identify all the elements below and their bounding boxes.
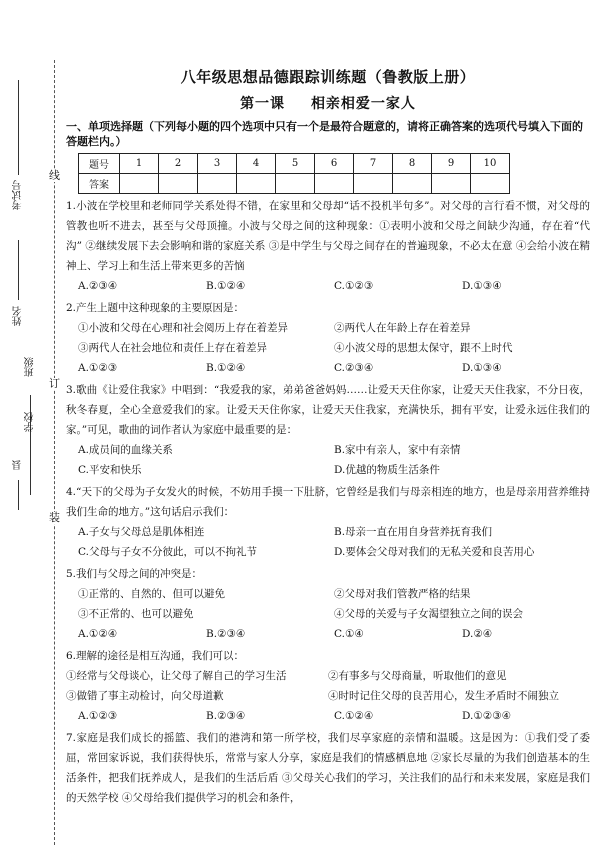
option-list bbox=[66, 276, 590, 296]
statement-row bbox=[66, 666, 590, 686]
county-line bbox=[18, 480, 19, 510]
lesson-number: 第一课 bbox=[240, 96, 286, 112]
question-2 bbox=[66, 298, 590, 378]
statement-row bbox=[66, 584, 590, 604]
option-a[interactable]: A.成员间的血缘关系 bbox=[78, 444, 173, 456]
exam-content bbox=[66, 66, 590, 808]
question-1 bbox=[66, 196, 590, 296]
option-d[interactable]: D.①③④ bbox=[462, 362, 502, 374]
question-number-cell: 2 bbox=[159, 154, 198, 174]
statement-row bbox=[66, 604, 590, 624]
question-number-cell: 1 bbox=[120, 154, 159, 174]
option-c[interactable]: C.父母与子女不分彼此，可以不拘礼节 bbox=[78, 546, 257, 558]
option-a[interactable]: A.①②③ bbox=[78, 710, 118, 722]
question-number-cell: 6 bbox=[315, 154, 354, 174]
option-b[interactable]: B.母亲一直在用自身营养抚育我们 bbox=[334, 526, 493, 538]
statement: ③做错了事主动检讨，向父母道歉 bbox=[66, 690, 224, 702]
school-label: 学校 bbox=[25, 412, 36, 432]
page-title: 八年级思想品德跟踪训练题（鲁教版上册） bbox=[180, 68, 476, 86]
answer-cell[interactable] bbox=[315, 174, 354, 194]
option-d[interactable]: D.①②③④ bbox=[462, 710, 512, 722]
county-label: 县 bbox=[13, 460, 24, 470]
statement-row bbox=[66, 318, 590, 338]
statement: ④父母的关爱与子女渴望独立之间的误会 bbox=[334, 608, 523, 620]
option-d[interactable]: D.优越的物质生活条件 bbox=[334, 464, 440, 476]
option-list bbox=[66, 706, 590, 726]
answer-cell[interactable] bbox=[120, 174, 159, 194]
statement: ④小波父母的思想太保守，跟不上时代 bbox=[334, 342, 513, 354]
question-number-cell: 10 bbox=[471, 154, 510, 174]
option-b[interactable]: B.家中有亲人，家中有亲情 bbox=[334, 444, 461, 456]
answer-table-answer-row bbox=[79, 174, 510, 194]
answer-label: 答案 bbox=[79, 174, 120, 194]
option-list bbox=[66, 358, 590, 378]
answer-table-header-row bbox=[79, 154, 510, 174]
answer-cell[interactable] bbox=[198, 174, 237, 194]
answer-cell[interactable] bbox=[432, 174, 471, 194]
question-6 bbox=[66, 646, 590, 726]
option-row bbox=[66, 542, 590, 562]
question-number-cell: 9 bbox=[432, 154, 471, 174]
answer-table bbox=[78, 153, 510, 194]
option-b[interactable]: B.①②④ bbox=[206, 362, 246, 374]
question-3 bbox=[66, 380, 590, 480]
statement: ②父母对我们管教严格的结果 bbox=[334, 588, 471, 600]
statement: ②两代人在年龄上存在着差异 bbox=[334, 322, 471, 334]
option-d[interactable]: D.②④ bbox=[462, 628, 493, 640]
option-list bbox=[66, 624, 590, 644]
lesson-title: 相亲相爱一家人 bbox=[310, 96, 416, 112]
exam-no-label: 考试号 bbox=[13, 180, 24, 210]
question-stem: 4.“天下的父母为子女发火的时候，不妨用手摸一下肚脐，它曾经是我们与母亲相连的地方，也是母亲用营养维持我们生命的地方。”这句话启示我们： bbox=[66, 486, 590, 518]
question-stem: 5.我们与父母之间的冲突是： bbox=[66, 568, 203, 580]
option-b[interactable]: B.②③④ bbox=[206, 710, 246, 722]
question-4 bbox=[66, 482, 590, 562]
question-7 bbox=[66, 728, 590, 808]
binding-margin bbox=[0, 0, 60, 845]
statement: ①正常的、自然的、但可以避免 bbox=[78, 588, 225, 600]
option-c[interactable]: C.①②④ bbox=[334, 710, 374, 722]
statement-row bbox=[66, 686, 590, 706]
option-row bbox=[66, 522, 590, 542]
question-stem: 6.理解的途径是相互沟通，我们可以： bbox=[66, 650, 245, 662]
question-number-cell: 5 bbox=[276, 154, 315, 174]
exam-no-line bbox=[18, 80, 19, 175]
name-label: 姓名 bbox=[13, 306, 24, 326]
school-line bbox=[30, 455, 31, 495]
question-5 bbox=[66, 564, 590, 644]
option-a[interactable]: A.②③④ bbox=[78, 280, 118, 292]
question-number-cell: 4 bbox=[237, 154, 276, 174]
statement: ③不正常的、也可以避免 bbox=[78, 608, 194, 620]
option-a[interactable]: A.①②③ bbox=[78, 362, 118, 374]
option-d[interactable]: D.要体会父母对我们的无私关爱和良苦用心 bbox=[334, 546, 535, 558]
option-row bbox=[66, 440, 590, 460]
name-line bbox=[18, 240, 19, 300]
statement: ②有事多与父母商量，听取他们的意见 bbox=[328, 670, 507, 682]
answer-cell[interactable] bbox=[276, 174, 315, 194]
option-c[interactable]: C.①②③ bbox=[334, 280, 374, 292]
bind-char-xian: 线 bbox=[49, 169, 60, 182]
statement-row bbox=[66, 338, 590, 358]
question-number-label: 题号 bbox=[79, 154, 120, 174]
statement: ①经常与父母谈心，让父母了解自己的学习生活 bbox=[66, 670, 287, 682]
option-b[interactable]: B.①②④ bbox=[206, 280, 246, 292]
option-c[interactable]: C.平安和快乐 bbox=[78, 464, 142, 476]
answer-cell[interactable] bbox=[237, 174, 276, 194]
option-a[interactable]: A.子女与父母总是肌体相连 bbox=[78, 526, 205, 538]
option-a[interactable]: A.①②④ bbox=[78, 628, 118, 640]
answer-cell[interactable] bbox=[159, 174, 198, 194]
question-stem: 1.小波在学校里和老师同学关系处得不错，在家里和父母却“话不投机半句多”。对父母的言行看不惯，对父母的管教也听不进去，甚至与父母顶撞。小波与父母之间的这种现象：①表明小波和父母之间缺少沟通，存在着“代沟” ②继续发展下去会影响和谐的家庭关系 ③是中学生与父母之间存在的普遍现象，不必太在意 ④会给小波在精神上、学习上和生活上带来更多的苦恼 bbox=[66, 200, 590, 272]
option-b[interactable]: B.②③④ bbox=[206, 628, 246, 640]
answer-cell[interactable] bbox=[354, 174, 393, 194]
statement: ①小波和父母在心理和社会阅历上存在着差异 bbox=[78, 322, 288, 334]
bind-char-ding: 订 bbox=[49, 377, 60, 390]
question-number-cell: 7 bbox=[354, 154, 393, 174]
section-instruction: 一、单项选择题（下列每小题的四个选项中只有一个是最符合题意的，请将正确答案的选项代号填入下面的答题栏内。） bbox=[66, 120, 583, 148]
question-stem: 2.产生上题中这种现象的主要原因是： bbox=[66, 302, 245, 314]
option-d[interactable]: D.①③④ bbox=[462, 280, 502, 292]
answer-cell[interactable] bbox=[393, 174, 432, 194]
answer-cell[interactable] bbox=[471, 174, 510, 194]
bind-char-zhuang: 装 bbox=[49, 511, 60, 524]
option-c[interactable]: C.②③④ bbox=[334, 362, 374, 374]
option-row bbox=[66, 460, 590, 480]
lesson-heading bbox=[66, 93, 590, 113]
question-number-cell: 3 bbox=[198, 154, 237, 174]
class-label: 班级 bbox=[25, 357, 36, 377]
statement: ③两代人在社会地位和责任上存在着差异 bbox=[78, 342, 267, 354]
statement: ④时时记住父母的良苦用心，发生矛盾时不闹独立 bbox=[328, 690, 559, 702]
question-stem: 3.歌曲《让爱住我家》中唱到：“我爱我的家，弟弟爸爸妈妈……让爱天天住你家，让爱天天住我家，不分日夜，秋冬春夏，全心全意爱我们的家。让爱天天住你家，让爱天天住我家，充满快乐，拥有平安，让爱永远住我们的家。”可见，歌曲的词作者认为家庭中最重要的是： bbox=[66, 384, 590, 436]
question-stem: 7.家庭是我们成长的摇篮、我们的港湾和第一所学校，我们尽享家庭的亲情和温暖。这是因为：①我们受了委屈，常回家诉说，我们获得快乐，常常与家人分享，家庭是我们的情感栖息地 ②家长尽量的为我们创造基本的生活条件，把我们抚养成人，是我们的生活后盾 ③父母关心我们的学习，关注我们的品行和未来发展，家庭是我们的天然学校 ④父母给我们提供学习的机会和条件， bbox=[66, 732, 590, 804]
question-number-cell: 8 bbox=[393, 154, 432, 174]
option-c[interactable]: C.①④ bbox=[334, 628, 364, 640]
